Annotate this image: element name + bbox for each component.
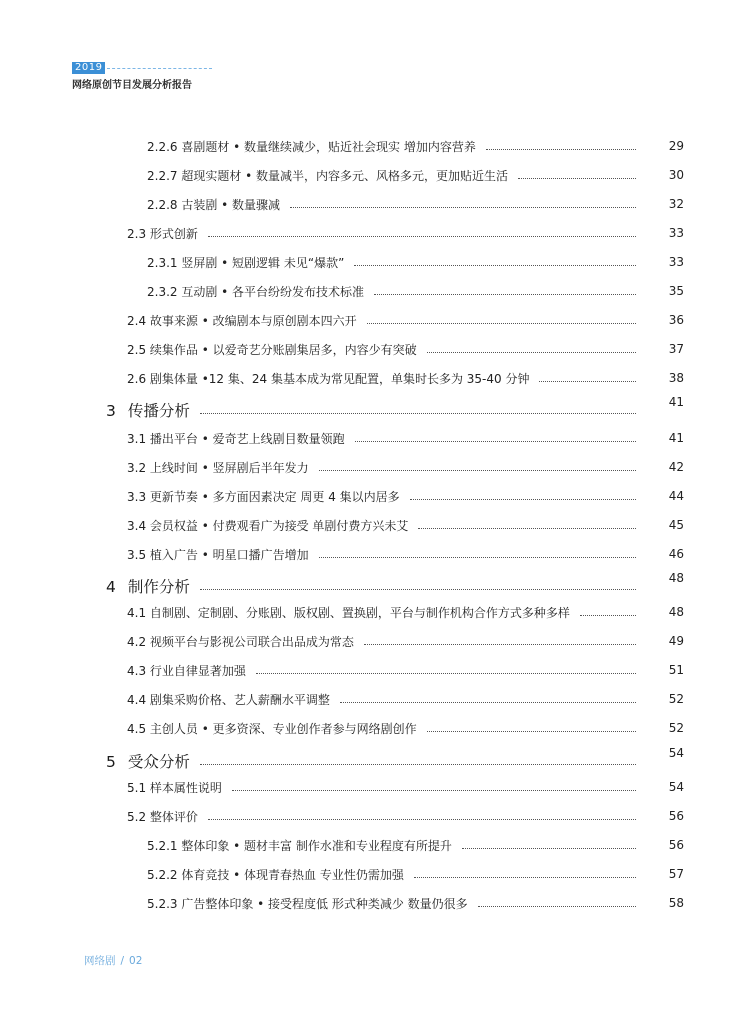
toc-leader-dots bbox=[374, 294, 636, 295]
toc-leader-dots bbox=[200, 589, 636, 590]
toc-entry-title: 3.4 会员权益 • 付费观看广为接受 单剧付费方兴未艾 bbox=[127, 518, 409, 533]
toc-entry-3-4[interactable] bbox=[127, 514, 684, 536]
toc-entry-title: 4.1 自制剧、定制剧、分账剧、版权剧、置换剧，平台与制作机构合作方式多种多样 bbox=[127, 605, 570, 620]
toc-page-number: 35 bbox=[668, 284, 684, 298]
toc-leader-dots bbox=[232, 790, 636, 791]
report-title: 网络原创节目发展分析报告 bbox=[72, 80, 192, 91]
toc-leader-dots bbox=[580, 615, 636, 616]
toc-entry-title: 3.1 播出平台 • 爱奇艺上线剧目数量领跑 bbox=[127, 431, 345, 446]
chapter-title-text: 传播分析 bbox=[127, 402, 190, 420]
toc-entry-2-3-1[interactable] bbox=[147, 251, 684, 273]
toc-entry-title: 4.3 行业自律显著加强 bbox=[127, 663, 246, 678]
toc-entry-4-5[interactable] bbox=[127, 717, 684, 739]
toc-entry-title: 3.3 更新节奏 • 多方面因素决定 周更 4 集以内居多 bbox=[127, 489, 400, 504]
toc-leader-dots bbox=[410, 499, 636, 500]
toc-entry-2-2-6[interactable] bbox=[147, 135, 684, 157]
toc-entry-title: 4.5 主创人员 • 更多资深、专业创作者参与网络剧创作 bbox=[127, 721, 417, 736]
toc-entry-title: 5.1 样本属性说明 bbox=[127, 780, 222, 795]
toc-entry-title: 2.2.6 喜剧题材 • 数量继续减少，贴近社会现实 增加内容营养 bbox=[147, 139, 476, 154]
chapter-title-text: 受众分析 bbox=[127, 753, 190, 771]
toc-chapter-title bbox=[106, 750, 190, 772]
toc-page-number: 41 bbox=[668, 395, 684, 409]
toc-leader-dots bbox=[427, 352, 636, 353]
toc-chapter-3[interactable] bbox=[106, 395, 684, 421]
toc-page-number: 32 bbox=[668, 197, 684, 211]
toc-entry-title: 3.5 植入广告 • 明星口播广告增加 bbox=[127, 547, 309, 562]
toc-chapter-4[interactable] bbox=[106, 571, 684, 597]
toc-page-number: 48 bbox=[668, 571, 684, 585]
toc-entry-title: 5.2 整体评价 bbox=[127, 809, 198, 824]
toc-page-number: 48 bbox=[668, 605, 684, 619]
toc-chapter-title bbox=[106, 575, 190, 597]
toc-page-number: 56 bbox=[668, 809, 684, 823]
toc-page-number: 38 bbox=[668, 371, 684, 385]
toc-entry-3-5[interactable] bbox=[127, 543, 684, 565]
footer-label: 网络剧 bbox=[84, 955, 116, 967]
toc-page-number: 36 bbox=[668, 313, 684, 327]
toc-leader-dots bbox=[414, 877, 636, 878]
chapter-number: 4 bbox=[106, 578, 116, 596]
toc-page-number: 33 bbox=[668, 226, 684, 240]
toc-entry-4-3[interactable] bbox=[127, 659, 684, 681]
toc-leader-dots bbox=[208, 236, 636, 237]
toc-page-number: 30 bbox=[668, 168, 684, 182]
toc-page-number: 37 bbox=[668, 342, 684, 356]
toc-leader-dots bbox=[364, 644, 636, 645]
toc-entry-3-1[interactable] bbox=[127, 427, 684, 449]
toc-page-number: 52 bbox=[668, 721, 684, 735]
toc-entry-4-4[interactable] bbox=[127, 688, 684, 710]
toc-leader-dots bbox=[256, 673, 636, 674]
toc-page-number: 42 bbox=[668, 460, 684, 474]
toc-leader-dots bbox=[462, 848, 636, 849]
chapter-title-text: 制作分析 bbox=[127, 578, 190, 596]
toc-leader-dots bbox=[418, 528, 636, 529]
toc-leader-dots bbox=[367, 323, 636, 324]
toc-entry-title: 2.3.1 竖屏剧 • 短剧逻辑 未见“爆款” bbox=[147, 255, 345, 270]
toc-entry-3-3[interactable] bbox=[127, 485, 684, 507]
toc-chapter-5[interactable] bbox=[106, 746, 684, 772]
toc-page-number: 44 bbox=[668, 489, 684, 503]
toc-entry-title: 5.2.2 体育竞技 • 体现青春热血 专业性仍需加强 bbox=[147, 867, 404, 882]
toc-leader-dots bbox=[200, 413, 636, 414]
toc-leader-dots bbox=[340, 702, 636, 703]
toc-entry-4-1[interactable] bbox=[127, 601, 684, 623]
toc-page-number: 54 bbox=[668, 746, 684, 760]
toc-leader-dots bbox=[354, 265, 636, 266]
page-footer bbox=[84, 953, 142, 968]
toc-entry-5-2-1[interactable] bbox=[147, 834, 684, 856]
toc-entry-title: 2.4 故事来源 • 改编剧本与原创剧本四六开 bbox=[127, 313, 357, 328]
toc-entry-2-3[interactable] bbox=[127, 222, 684, 244]
toc-page-number: 33 bbox=[668, 255, 684, 269]
toc-entry-5-2[interactable] bbox=[127, 805, 684, 827]
toc-entry-title: 5.2.3 广告整体印象 • 接受程度低 形式种类减少 数量仍很多 bbox=[147, 896, 468, 911]
toc-entry-title: 2.2.8 古装剧 • 数量骤减 bbox=[147, 197, 281, 212]
toc-entry-5-1[interactable] bbox=[127, 776, 684, 798]
toc-page-number: 41 bbox=[668, 431, 684, 445]
toc-entry-4-2[interactable] bbox=[127, 630, 684, 652]
chapter-number: 5 bbox=[106, 753, 116, 771]
toc-entry-2-5[interactable] bbox=[127, 338, 684, 360]
toc-page-number: 54 bbox=[668, 780, 684, 794]
toc-entry-title: 5.2.1 整体印象 • 题材丰富 制作水准和专业程度有所提升 bbox=[147, 838, 452, 853]
toc-leader-dots bbox=[290, 207, 636, 208]
toc-entry-2-3-2[interactable] bbox=[147, 280, 684, 302]
year-badge: 2019 bbox=[72, 62, 105, 74]
toc-page-number: 46 bbox=[668, 547, 684, 561]
toc-page-number: 29 bbox=[668, 139, 684, 153]
toc-entry-3-2[interactable] bbox=[127, 456, 684, 478]
toc-entry-2-2-8[interactable] bbox=[147, 193, 684, 215]
toc-chapter-title bbox=[106, 399, 190, 421]
toc-leader-dots bbox=[478, 906, 636, 907]
toc-page-number: 45 bbox=[668, 518, 684, 532]
toc-leader-dots bbox=[319, 470, 636, 471]
toc-entry-2-4[interactable] bbox=[127, 309, 684, 331]
toc-page-number: 51 bbox=[668, 663, 684, 677]
toc-leader-dots bbox=[208, 819, 636, 820]
toc-entry-title: 4.4 剧集采购价格、艺人薪酬水平调整 bbox=[127, 692, 330, 707]
toc-entry-title: 2.3 形式创新 bbox=[127, 226, 198, 241]
footer-page-number: 02 bbox=[129, 955, 143, 967]
toc-page-number: 56 bbox=[668, 838, 684, 852]
toc-leader-dots bbox=[518, 178, 636, 179]
toc-leader-dots bbox=[539, 381, 636, 382]
toc-entry-title: 2.2.7 超现实题材 • 数量减半，内容多元、风格多元，更加贴近生活 bbox=[147, 168, 509, 183]
toc-leader-dots bbox=[200, 764, 636, 765]
toc-page-number: 58 bbox=[668, 896, 684, 910]
chapter-number: 3 bbox=[106, 402, 116, 420]
toc-entry-title: 3.2 上线时间 • 竖屏剧后半年发力 bbox=[127, 460, 309, 475]
toc-page-number: 49 bbox=[668, 634, 684, 648]
footer-separator: / bbox=[120, 955, 125, 967]
toc-entry-2-2-7[interactable] bbox=[147, 164, 684, 186]
toc-leader-dots bbox=[319, 557, 636, 558]
toc-entry-5-2-2[interactable] bbox=[147, 863, 684, 885]
toc-entry-2-6[interactable] bbox=[127, 367, 684, 389]
toc-entry-5-2-3[interactable] bbox=[147, 892, 684, 914]
toc-entry-title: 2.5 续集作品 • 以爱奇艺分账剧集居多，内容少有突破 bbox=[127, 342, 417, 357]
toc-entry-title: 4.2 视频平台与影视公司联合出品成为常态 bbox=[127, 634, 354, 649]
toc-leader-dots bbox=[355, 441, 636, 442]
toc-page-number: 52 bbox=[668, 692, 684, 706]
toc-page-number: 57 bbox=[668, 867, 684, 881]
toc-entry-title: 2.6 剧集体量 •12 集、24 集基本成为常见配置，单集时长多为 35-40 分钟 bbox=[127, 371, 530, 386]
toc-leader-dots bbox=[486, 149, 636, 150]
toc-entry-title: 2.3.2 互动剧 • 各平台纷纷发布技术标准 bbox=[147, 284, 365, 299]
toc-leader-dots bbox=[427, 731, 636, 732]
